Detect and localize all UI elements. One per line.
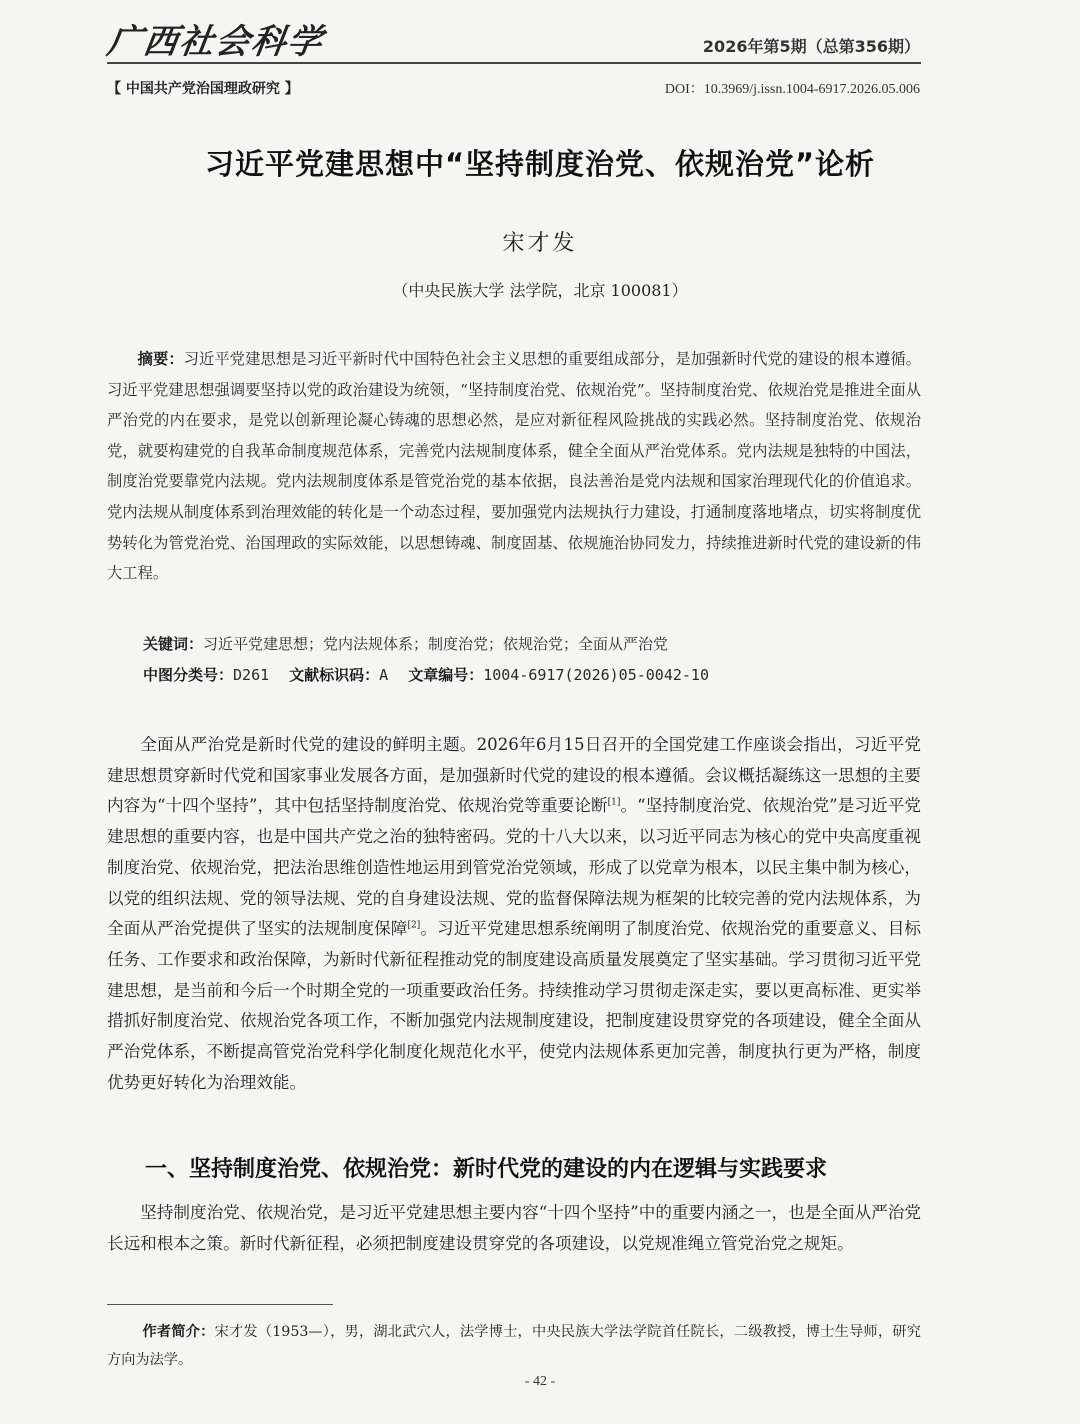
keywords-text: 习近平党建思想；党内法规体系；制度治党；依规治党；全面从严治党 (203, 635, 669, 653)
clc-value: D261 (233, 666, 270, 684)
doc-code-label: 文献标识码： (289, 666, 380, 684)
article-title: 习近平党建思想中“坚持制度治党、依规治党”论析 (204, 147, 876, 181)
abstract-text: 习近平党建思想是习近平新时代中国特色社会主义思想的重要组成部分，是加强新时代党的建设的根本遵循。习近平党建思想强调要坚持以党的政治建设为统领，“坚持制度治党、依规治党”。坚持制度治党、依规治党是推进全面从严治党的内在要求，是党以创新理论凝心铸魂的思想必然，是应对新征程风险挑战的实践必然。坚持制度治党、依规治党，就要构建党的自我革命制度规范体系，完善党内法规制度体系，健全全面从严治党体系。党内法规是独特的中国法，制度治党要靠党内法规。党内法规制度体系是管党治党的基本依据，良法善治是党内法规和国家治理现代化的价值追求。党内法规从制度体系到治理效能的转化是一个动态过程，要加强党内法规执行力建设，打通制度落地堵点，切实将制度优势转化为管党治党、治国理政的实际效能，以思想铸魂、制度固基、依规施治协同发力，持续推进新时代党的建设新的伟大工程。 (107, 350, 921, 583)
section-heading: 一、坚持制度治党、依规治党：新时代党的建设的内在逻辑与实践要求 (145, 1157, 828, 1182)
journal-logo: 广西社会科学 (104, 22, 327, 62)
article-no-label: 文章编号： (408, 666, 484, 684)
author-name: 宋才发 (502, 231, 578, 256)
body-text: 全面从严治党是新时代党的建设的鲜明主题。2026年6月15日召开的全国党建工作座谈会指出，习近平党建思想贯穿新时代党和国家事业发展各方面，是加强新时代党的建设的根本遵循。会议概括凝练这一思想的主要内容为“十四个坚持”，其中包括坚持制度治党、依规治党等重要论断 (107, 735, 921, 816)
citation-ref[interactable]: [2] (407, 920, 421, 931)
column-tag: 【 中国共产党治国理政研究 】 (107, 81, 299, 97)
article-no-value: 1004-6917(2026)05-0042-10 (483, 666, 709, 684)
abstract (107, 344, 921, 589)
footnote-text: 宋才发（1953—），男，湖北武穴人，法学博士，中央民族大学法学院首任院长，二级教授，博士生导师，研究方向为法学。 (107, 1324, 921, 1368)
header-rule (107, 62, 921, 64)
body-paragraph: 坚持制度治党、依规治党，是习近平党建思想主要内容“十四个坚持”中的重要内涵之一，也是全面从严治党长远和根本之策。新时代新征程，必须把制度建设贯穿党的各项建设，以党规准绳立管党治党之规矩。 (107, 1203, 921, 1253)
clc-label: 中图分类号： (143, 666, 234, 684)
footnote-rule (107, 1304, 333, 1305)
body-text: 。“坚持制度治党、依规治党”是习近平党建思想的重要内容，也是中国共产党之治的独特密码。党的十八大以来，以习近平同志为核心的党中央高度重视制度治党、依规治党，把法治思维创造性地运用到管党治党领域，形成了以党章为根本，以民主集中制为核心，以党的组织法规、党的领导法规、党的自身建设法规、党的监督保障法规为框架的比较完善的党内法规体系，为全面从严治党提供了坚实的法规制度保障 (107, 796, 922, 939)
issue-info: 2026年第5期（总第356期） (702, 37, 920, 56)
doc-code-value: A (379, 666, 389, 684)
abstract-label: 摘要： (137, 350, 184, 368)
author-footnote (107, 1318, 921, 1374)
keywords (143, 633, 668, 654)
body-paragraph (107, 730, 921, 1098)
keywords-label: 关键词： (143, 635, 204, 653)
page-number: - 42 - (524, 1374, 556, 1389)
body-text: 。习近平党建思想系统阐明了制度治党、依规治党的重要意义、目标任务、工作要求和政治保障，为新时代新征程推动党的制度建设高质量发展奠定了坚实基础。学习贯彻习近平党建思想，是当前和今后一个时期全党的一项重要政治任务。持续推动学习贯彻走深走实，要以更高标准、更实举措抓好制度治党、依规治党各项工作，不断加强党内法规制度建设，把制度建设贯穿党的各项建设，健全全面从严治党体系，不断提高管党治党科学化制度化规范化水平，使党内法规体系更加完善，制度执行更为严格，制度优势更好转化为治理效能。 (107, 919, 921, 1092)
doi: DOI：10.3969/j.issn.1004-6917.2026.05.006 (664, 82, 920, 97)
footnote-label: 作者简介： (142, 1324, 215, 1340)
classification-line (143, 664, 709, 685)
author-affiliation: （中央民族大学 法学院，北京 100081） (392, 281, 688, 300)
citation-ref[interactable]: [1] (607, 797, 621, 808)
